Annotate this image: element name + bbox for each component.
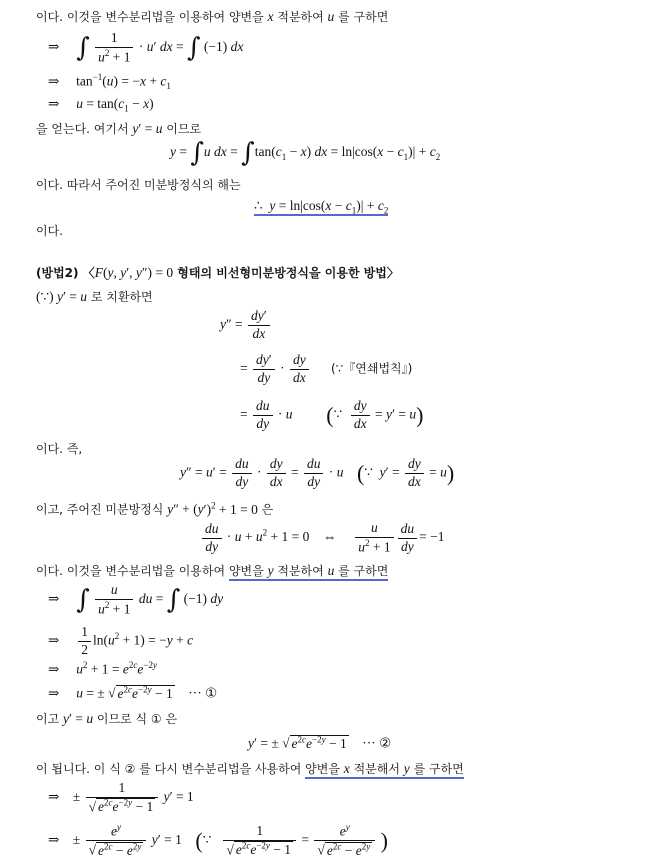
- equation-ypp-3: = $\frac{du}{dy}$ · u (∵ $\frac{dy}{dx}$ = y′ = u): [240, 398, 424, 431]
- solution-line: ∴ $y = \ln|\cos(x - c_1)| + c_2$: [254, 198, 389, 216]
- equation-u-sqrt: ⇒ u = ± √ $e^{2c}e^{-2y} - 1$ ··· ①: [48, 684, 218, 701]
- equation-reciprocal: ⇒ ± $\frac{1}{√ e^{2c}e^{-2y} - 1}$ y′ = 1: [48, 780, 194, 815]
- equation-yp-sqrt: y′ = ± √ $e^{2c}e^{-2y} - 1$ ··· ②: [248, 734, 392, 751]
- text-line-5: 을 얻는다. 여기서 y′ = u 이므로: [36, 121, 202, 136]
- equation-arctan: ⇒ $\tan^{-1}(u) = -x + c_1$: [48, 72, 171, 92]
- chain-rule-note: (∵『연쇄법칙』): [330, 361, 413, 376]
- equation-tan: ⇒ $u = \tan(c_1 - x)$: [48, 96, 154, 114]
- text-line-10: (∵) y′ = u 로 치환하면: [36, 289, 153, 304]
- text-line-1: 이다. 이것을 변수분리법을 이용하여 양변을 x 적분하여 u 를 구하면: [36, 9, 389, 24]
- equation-ln: ⇒ $\frac{1}{2}$ $\ln(u^2 + 1) = -y + c$: [48, 624, 194, 657]
- equation-final: ⇒ ± $\frac{e^y}{√ e^{2c} - e^{2y}}$ y′ = 1 (∵ $\frac{1}{√ e^{2c}e^{-2y} - 1}$ = $\frac{e^y}{√ e^{2c} - e^{2y}}$ ): [48, 822, 388, 858]
- text-line-7: 이다. 따라서 주어진 미분방정식의 해는: [36, 178, 241, 192]
- equation-ypp-summary: y″ = u′ = $\frac{du}{dy}$ · $\frac{dy}{dx}$ = $\frac{du}{dy}$ · u (∵ y′ = $\frac{dy}{dx}$ = u): [180, 456, 455, 489]
- method2-heading: (방법2) 〈F(y, y′, y″) = 0 형태의 비선형미분방정식을 이용한 방법〉: [36, 265, 399, 280]
- equation-exp: ⇒ $u^2 + 1 = e^{2c}e^{-2y}$: [48, 660, 157, 677]
- text-line-13: 이다. 이것을 변수분리법을 이용하여 양변을 y 적분하여 u 를 구하면: [36, 562, 388, 579]
- equation-y-integral: y = ∫u dx = $\int\tan(c_1 - x)$ dx = $\ln|\cos(x - c_1)| + c_2$: [170, 138, 441, 168]
- equation-ypp-2: = $\frac{dy'}{dy}$ · $\frac{dy}{dx}$ (∵『연쇄법칙』): [240, 352, 413, 385]
- equation-ypp-1: y″ = $\frac{dy'}{dx}$: [220, 308, 272, 343]
- equation-integral-1: ⇒ ∫ $\frac{1}{u^2 + 1}$ · u′ dx = ∫ (−1) dx: [48, 30, 244, 65]
- equation-integral-2: ⇒ ∫ $\frac{u}{u^2 + 1}$ du = ∫ (−1) dy: [48, 582, 224, 617]
- text-line-20: 이 됩니다. 이 식 ② 를 다시 변수분리법을 사용하여 양변을 x 적분해서 y 를 구하면: [36, 760, 464, 777]
- text-line-11: 이다. 즉,: [36, 442, 83, 456]
- text-line-12: 이고, 주어진 미분방정식 $y'' + (y')^2 + 1 = 0$ 은: [36, 500, 274, 517]
- text-line-18: 이고 y′ = u 이므로 식 ① 은: [36, 711, 178, 726]
- text-line-9: 이다.: [36, 224, 63, 238]
- equation-separable: $\frac{du}{dy}$ · $u + u^2 + 1 = 0$ ⇔ $\frac{u}{u^2 + 1}$ $\frac{du}{dy}$ = −1: [200, 520, 444, 556]
